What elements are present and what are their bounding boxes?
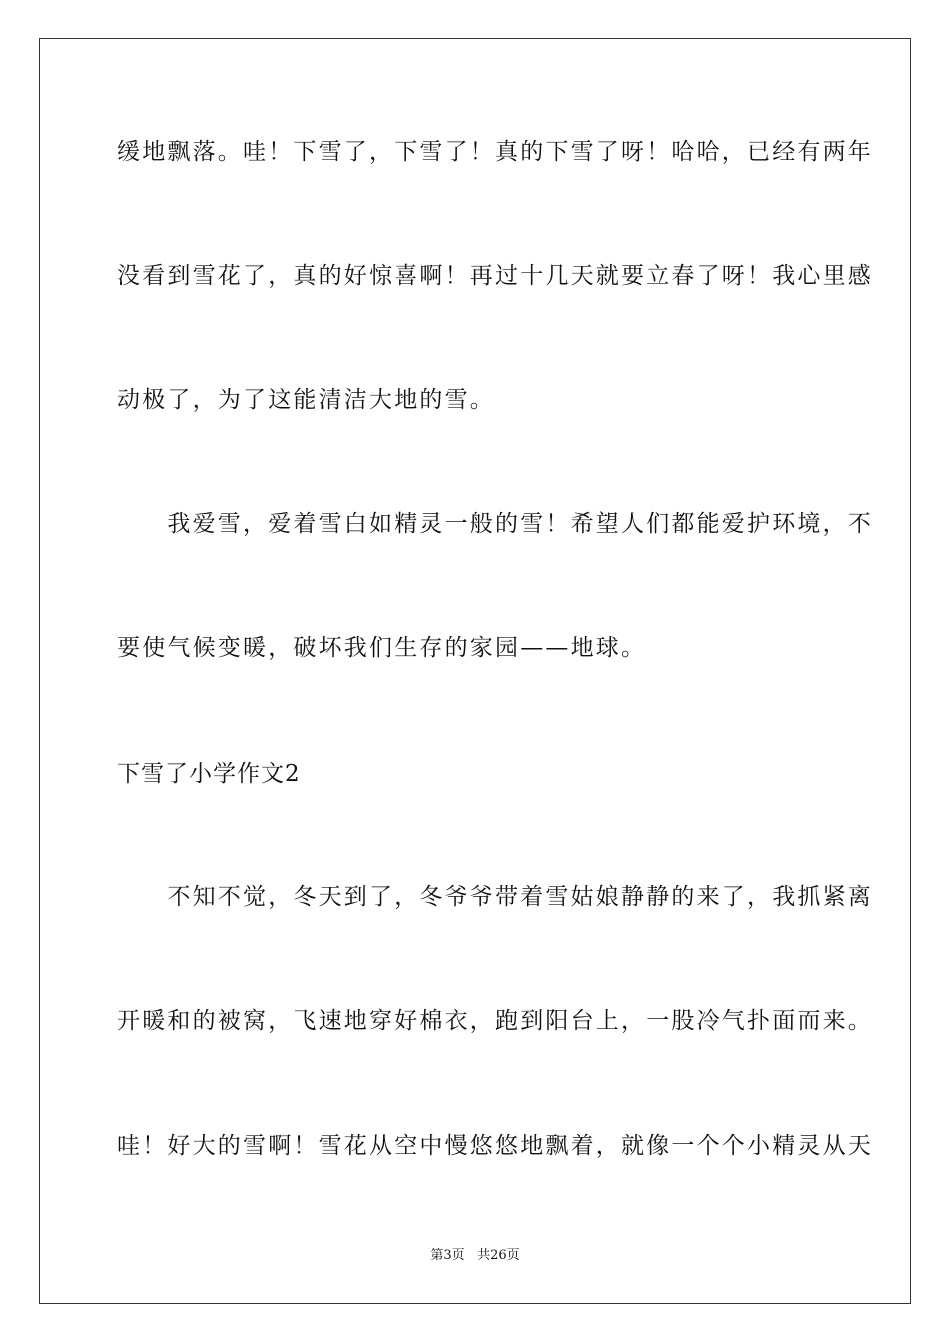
section-heading: 下雪了小学作文2 xyxy=(117,761,301,787)
text-line-3: 动极了，为了这能清洁大地的雪。 xyxy=(117,387,495,413)
text-line-1: 缓地飘落。哇！下雪了，下雪了！真的下雪了呀！哈哈，已经有两年 xyxy=(117,139,873,165)
text-line-6: 不知不觉，冬天到了，冬爷爷带着雪姑娘静静的来了，我抓紧离 xyxy=(117,884,873,910)
text-line-8: 哇！好大的雪啊！雪花从空中慢悠悠地飘着，就像一个个小精灵从天 xyxy=(117,1133,873,1159)
text-line-2: 没看到雪花了，真的好惊喜啊！再过十几天就要立春了呀！我心里感 xyxy=(117,263,873,289)
page-total: 共26页 xyxy=(477,1248,520,1263)
page-border xyxy=(39,38,911,1304)
page-footer xyxy=(0,1247,950,1265)
text-line-4: 我爱雪，爱着雪白如精灵一般的雪！希望人们都能爱护环境，不 xyxy=(117,511,873,537)
text-line-7: 开暖和的被窝，飞速地穿好棉衣，跑到阳台上，一股冷气扑面而来。 xyxy=(117,1008,873,1034)
text-line-5: 要使气候变暖，破坏我们生存的家园——地球。 xyxy=(117,635,647,661)
page-number: 第3页 xyxy=(430,1248,465,1263)
